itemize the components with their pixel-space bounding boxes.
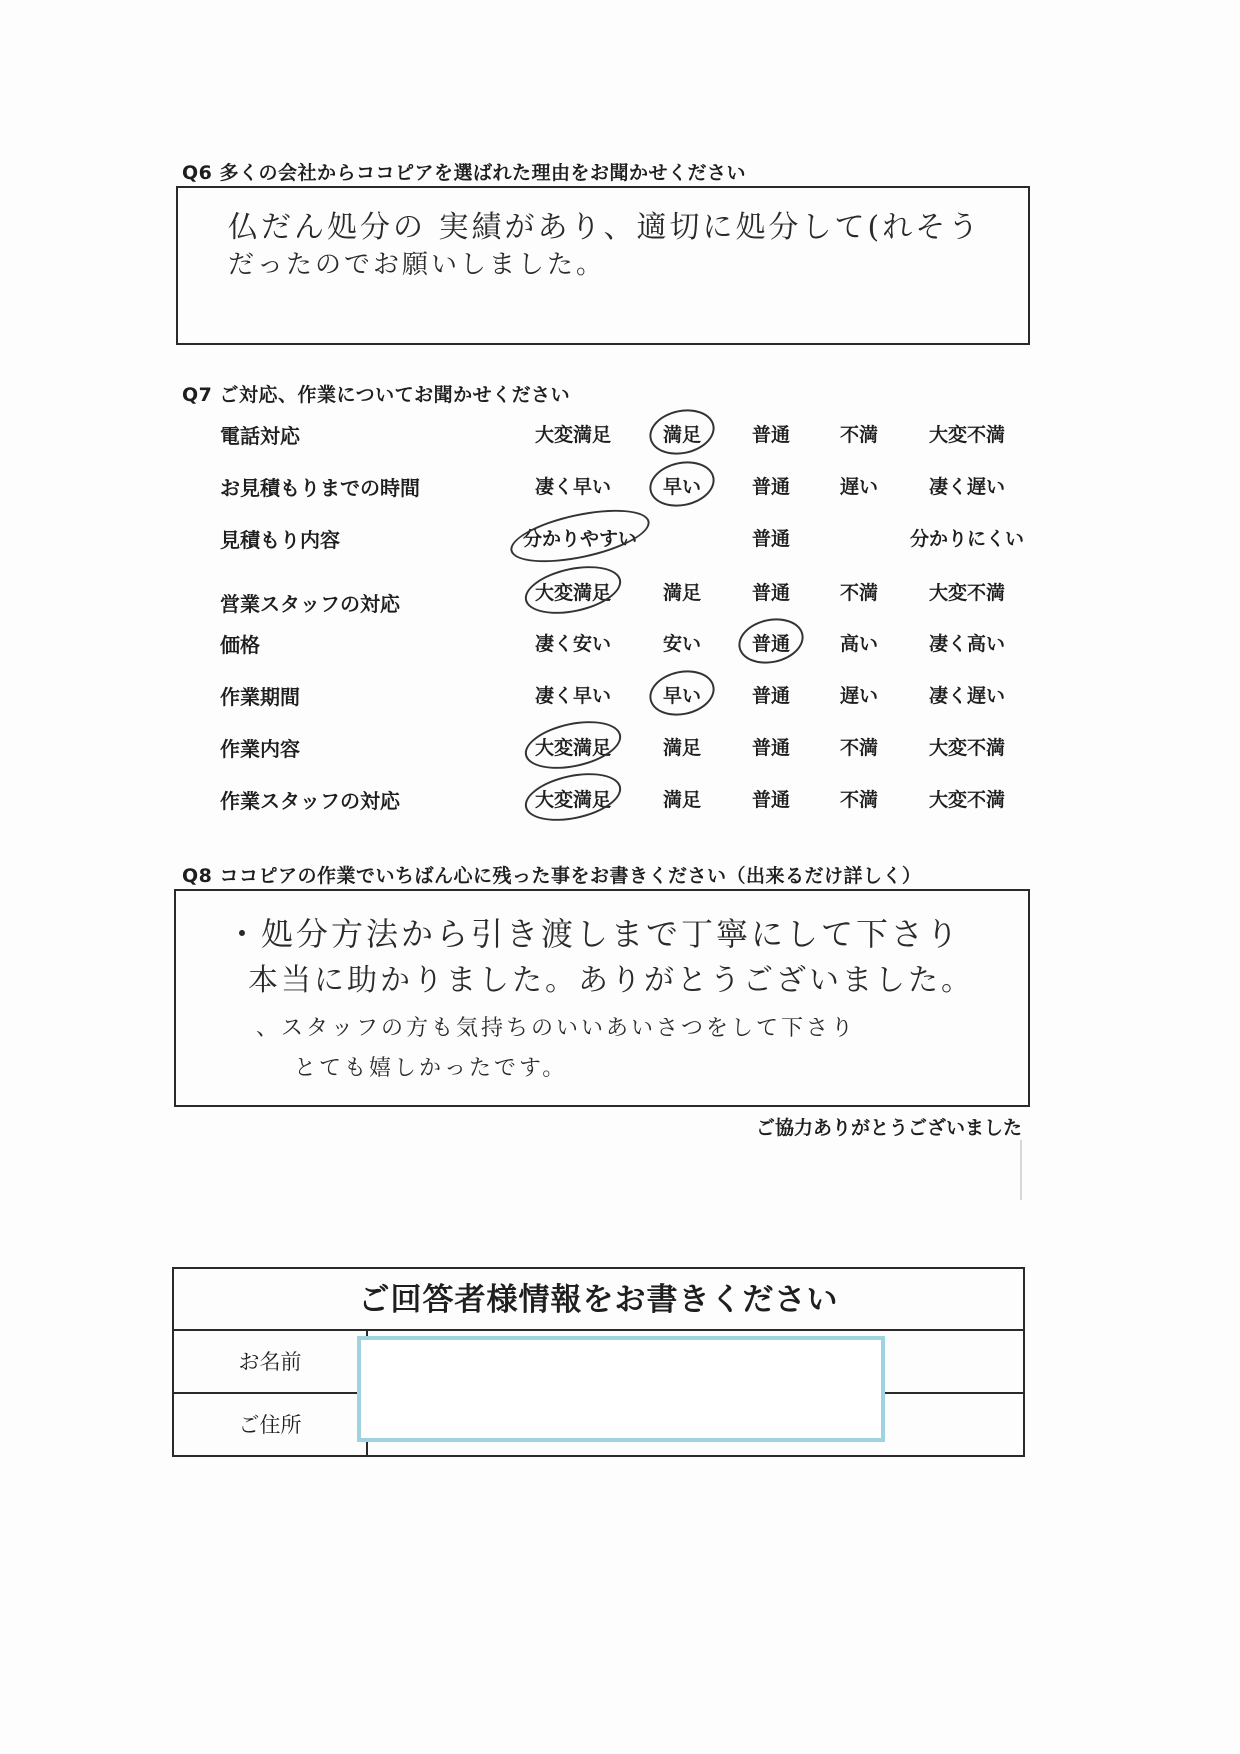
selected-circle-mark xyxy=(520,765,625,828)
q7-option[interactable]: 凄く早い xyxy=(534,476,612,498)
name-label: お名前 xyxy=(174,1331,368,1392)
q7-option[interactable]: 不満 xyxy=(839,424,879,446)
q7-option[interactable]: 分かりにくい xyxy=(909,528,1025,550)
q7-row-label: 価格 xyxy=(220,633,260,657)
thanks-message: ご協力ありがとうございました xyxy=(755,1117,1022,1139)
q6-answer-box[interactable] xyxy=(176,186,1030,345)
q7-option[interactable]: 不満 xyxy=(839,789,879,811)
page-edge-mark xyxy=(1020,1140,1022,1200)
address-label: ご住所 xyxy=(174,1394,368,1457)
selected-circle-mark xyxy=(506,500,654,573)
selected-circle-mark xyxy=(645,404,719,461)
q7-option[interactable]: 大変満足 xyxy=(534,424,612,446)
selected-circle-mark xyxy=(645,456,719,513)
q7-option[interactable]: 普通 xyxy=(751,528,791,550)
q7-option[interactable]: 大変満足 xyxy=(534,789,612,811)
respondent-info-heading: ご回答者様情報をお書きください xyxy=(174,1269,1023,1331)
q7-option[interactable]: 普通 xyxy=(751,685,791,707)
q7-option[interactable]: 普通 xyxy=(751,789,791,811)
q7-row-label: 見積もり内容 xyxy=(220,528,340,552)
q8-answer-line-3: 、スタッフの方も気持ちのいいあいさつをして下さり xyxy=(256,1016,857,1041)
q7-option[interactable]: 早い xyxy=(662,685,702,707)
q7-option[interactable]: 大変不満 xyxy=(928,582,1006,604)
q7-option[interactable]: 満足 xyxy=(662,424,702,446)
q7-option[interactable]: 分かりやすい xyxy=(522,528,638,550)
q7-option[interactable]: 不満 xyxy=(839,737,879,759)
q8-title: Q8 ココピアの作業でいちばん心に残った事をお書きください（出来るだけ詳しく） xyxy=(182,865,922,887)
q7-row-label: 電話対応 xyxy=(220,424,300,448)
q6-title: Q6 多くの会社からココピアを選ばれた理由をお聞かせください xyxy=(182,162,746,184)
q6-answer-line-1: 仏だん処分の 実績があり、適切に処分して(れそう xyxy=(228,210,982,245)
q8-answer-box[interactable] xyxy=(174,889,1030,1107)
q7-option[interactable]: 普通 xyxy=(751,424,791,446)
q7-option[interactable]: 凄く遅い xyxy=(928,476,1006,498)
q8-answer-line-2: 本当に助かりました。ありがとうございました。 xyxy=(248,963,974,998)
q7-option[interactable]: 大変不満 xyxy=(928,789,1006,811)
q7-option[interactable]: 満足 xyxy=(662,737,702,759)
q7-option[interactable]: 凄く高い xyxy=(928,633,1006,655)
q7-title: Q7 ご対応、作業についてお聞かせください xyxy=(182,384,571,406)
q7-option[interactable]: 満足 xyxy=(662,789,702,811)
q7-option[interactable]: 凄く遅い xyxy=(928,685,1006,707)
q7-option[interactable]: 早い xyxy=(662,476,702,498)
q7-option[interactable]: 凄く安い xyxy=(534,633,612,655)
q7-row-label: お見積もりまでの時間 xyxy=(220,476,420,500)
q7-option[interactable]: 大変満足 xyxy=(534,737,612,759)
q8-answer-line-1: ・処分方法から引き渡しまで丁寧にして下さり xyxy=(226,915,962,953)
q7-option[interactable]: 高い xyxy=(839,633,879,655)
q7-option[interactable]: 不満 xyxy=(839,582,879,604)
q7-option[interactable]: 普通 xyxy=(751,476,791,498)
q7-option[interactable]: 遅い xyxy=(839,476,879,498)
q7-row-label: 営業スタッフの対応 xyxy=(220,592,400,616)
q7-option[interactable]: 大変不満 xyxy=(928,737,1006,759)
q6-answer-line-2: だったのでお願いしました。 xyxy=(228,250,606,280)
selected-circle-mark xyxy=(645,665,719,722)
q7-row-label: 作業期間 xyxy=(220,685,300,709)
q7-option[interactable]: 満足 xyxy=(662,582,702,604)
q7-option[interactable]: 普通 xyxy=(751,582,791,604)
q8-answer-line-4: とても嬉しかったです。 xyxy=(294,1056,568,1081)
q7-option[interactable]: 普通 xyxy=(751,633,791,655)
q7-option[interactable]: 遅い xyxy=(839,685,879,707)
q7-option[interactable]: 大変満足 xyxy=(534,582,612,604)
q7-option[interactable]: 凄く早い xyxy=(534,685,612,707)
selected-circle-mark xyxy=(520,713,625,776)
q7-option[interactable]: 安い xyxy=(662,633,702,655)
q7-option[interactable]: 普通 xyxy=(751,737,791,759)
q7-row-label: 作業内容 xyxy=(220,737,300,761)
q7-option[interactable]: 大変不満 xyxy=(928,424,1006,446)
q7-row-label: 作業スタッフの対応 xyxy=(220,789,400,813)
selected-circle-mark xyxy=(520,558,625,621)
selected-circle-mark xyxy=(734,613,808,670)
redaction-box xyxy=(357,1336,885,1442)
